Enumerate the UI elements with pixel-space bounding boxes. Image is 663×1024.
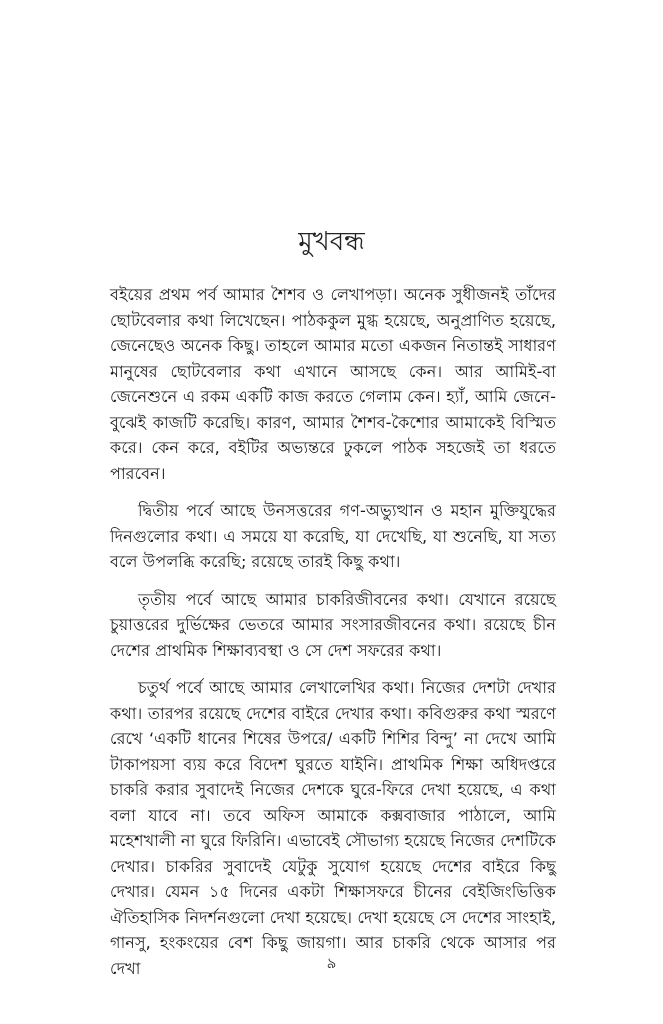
preface-body — [110, 282, 556, 993]
page-number: ৯ — [326, 954, 337, 972]
paragraph-3: তৃতীয় পর্বে আছে আমার চাকরিজীবনের কথা। যেখানে রয়েছে চুয়াত্তরের দুর্ভিক্ষের ভেতরে আমার সংসারজীবনের কথা। রয়েছে চীন দেশের প্রাথমিক শিক্ষাব্যবস্থা ও সে দেশ সফরের কথা। — [110, 589, 556, 660]
paragraph-2: দ্বিতীয় পর্বে আছে উনসত্তরের গণ-অভ্যুত্থান ও মহান মুক্তিযুদ্ধের দিনগুলোর কথা। এ সময়ে যা করেছি, যা দেখেছি, যা শুনেছি, যা সত্য বলে উপলব্ধি করেছি; রয়েছে তারই কিছু কথা। — [110, 501, 556, 571]
paragraph-1: বইয়ের প্রথম পর্ব আমার শৈশব ও লেখাপড়া। অনেক সুধীজনই তাঁদের ছোটবেলার কথা লিখেছেন। পাঠককুল মুগ্ধ হয়েছে, অনুপ্রাণিত হয়েছে, জেনেছেও অনেক কিছু। তাহলে আমার মতো একজন নিতান্তই সাধারণ মানুষের ছোটবেলার কথা এখানে আসছে কেন। আর আমিই-বা জেনেশুনে এ রকম একটি কাজ করতে গেলাম কেন। হ্যাঁ, আমি জেনে-বুঝেই কাজটি করেছি। কারণ, আমার শৈশব-কৈশোর আমাকেই বিস্মিত করে। কেন করে, বইটির অভ্যন্তরে ঢুকলে পাঠক সহজেই তা ধরতে পারবেন। — [110, 285, 556, 483]
page-title: মুখবন্ধ — [298, 227, 365, 257]
paragraph-4: চতুর্থ পর্বে আছে আমার লেখালেখির কথা। নিজের দেশটা দেখার কথা। তারপর রয়েছে দেশের বাইরে দেখার কথা। কবিগুরুর কথা স্মরণে রেখে ‘একটি ধানের শিষের উপরে/ একটি শিশির বিন্দু’ না দেখে আমি টাকাপয়সা ব্যয় করে বিদেশ ঘুরতে যাইনি। প্রাথমিক শিক্ষা অধিদপ্তরে চাকরি করার সুবাদেই নিজের দেশকে ঘুরে-ফিরে দেখা হয়েছে, এ কথা বলা যাবে না। তবে অফিস আমাকে কক্সবাজার পাঠালে, আমি মহেশখালী না ঘুরে ফিরিনি। এভাবেই সৌভাগ্য হয়েছে নিজের দেশটিকে দেখার। চাকরির সুবাদেই যেটুকু সুযোগ হয়েছে দেশের বাইরে কিছু দেখার। যেমন ১৫ দিনের একটা শিক্ষাসফরে চীনের বেইজিংভিত্তিক ঐতিহাসিক নিদর্শনগুলো দেখা হয়েছে। দেখা হয়েছে সে দেশের সাংহাই, গানসু, হংকংয়ের বেশ কিছু জায়গা। আর চাকরি থেকে আসার পর দেখা — [110, 678, 556, 978]
